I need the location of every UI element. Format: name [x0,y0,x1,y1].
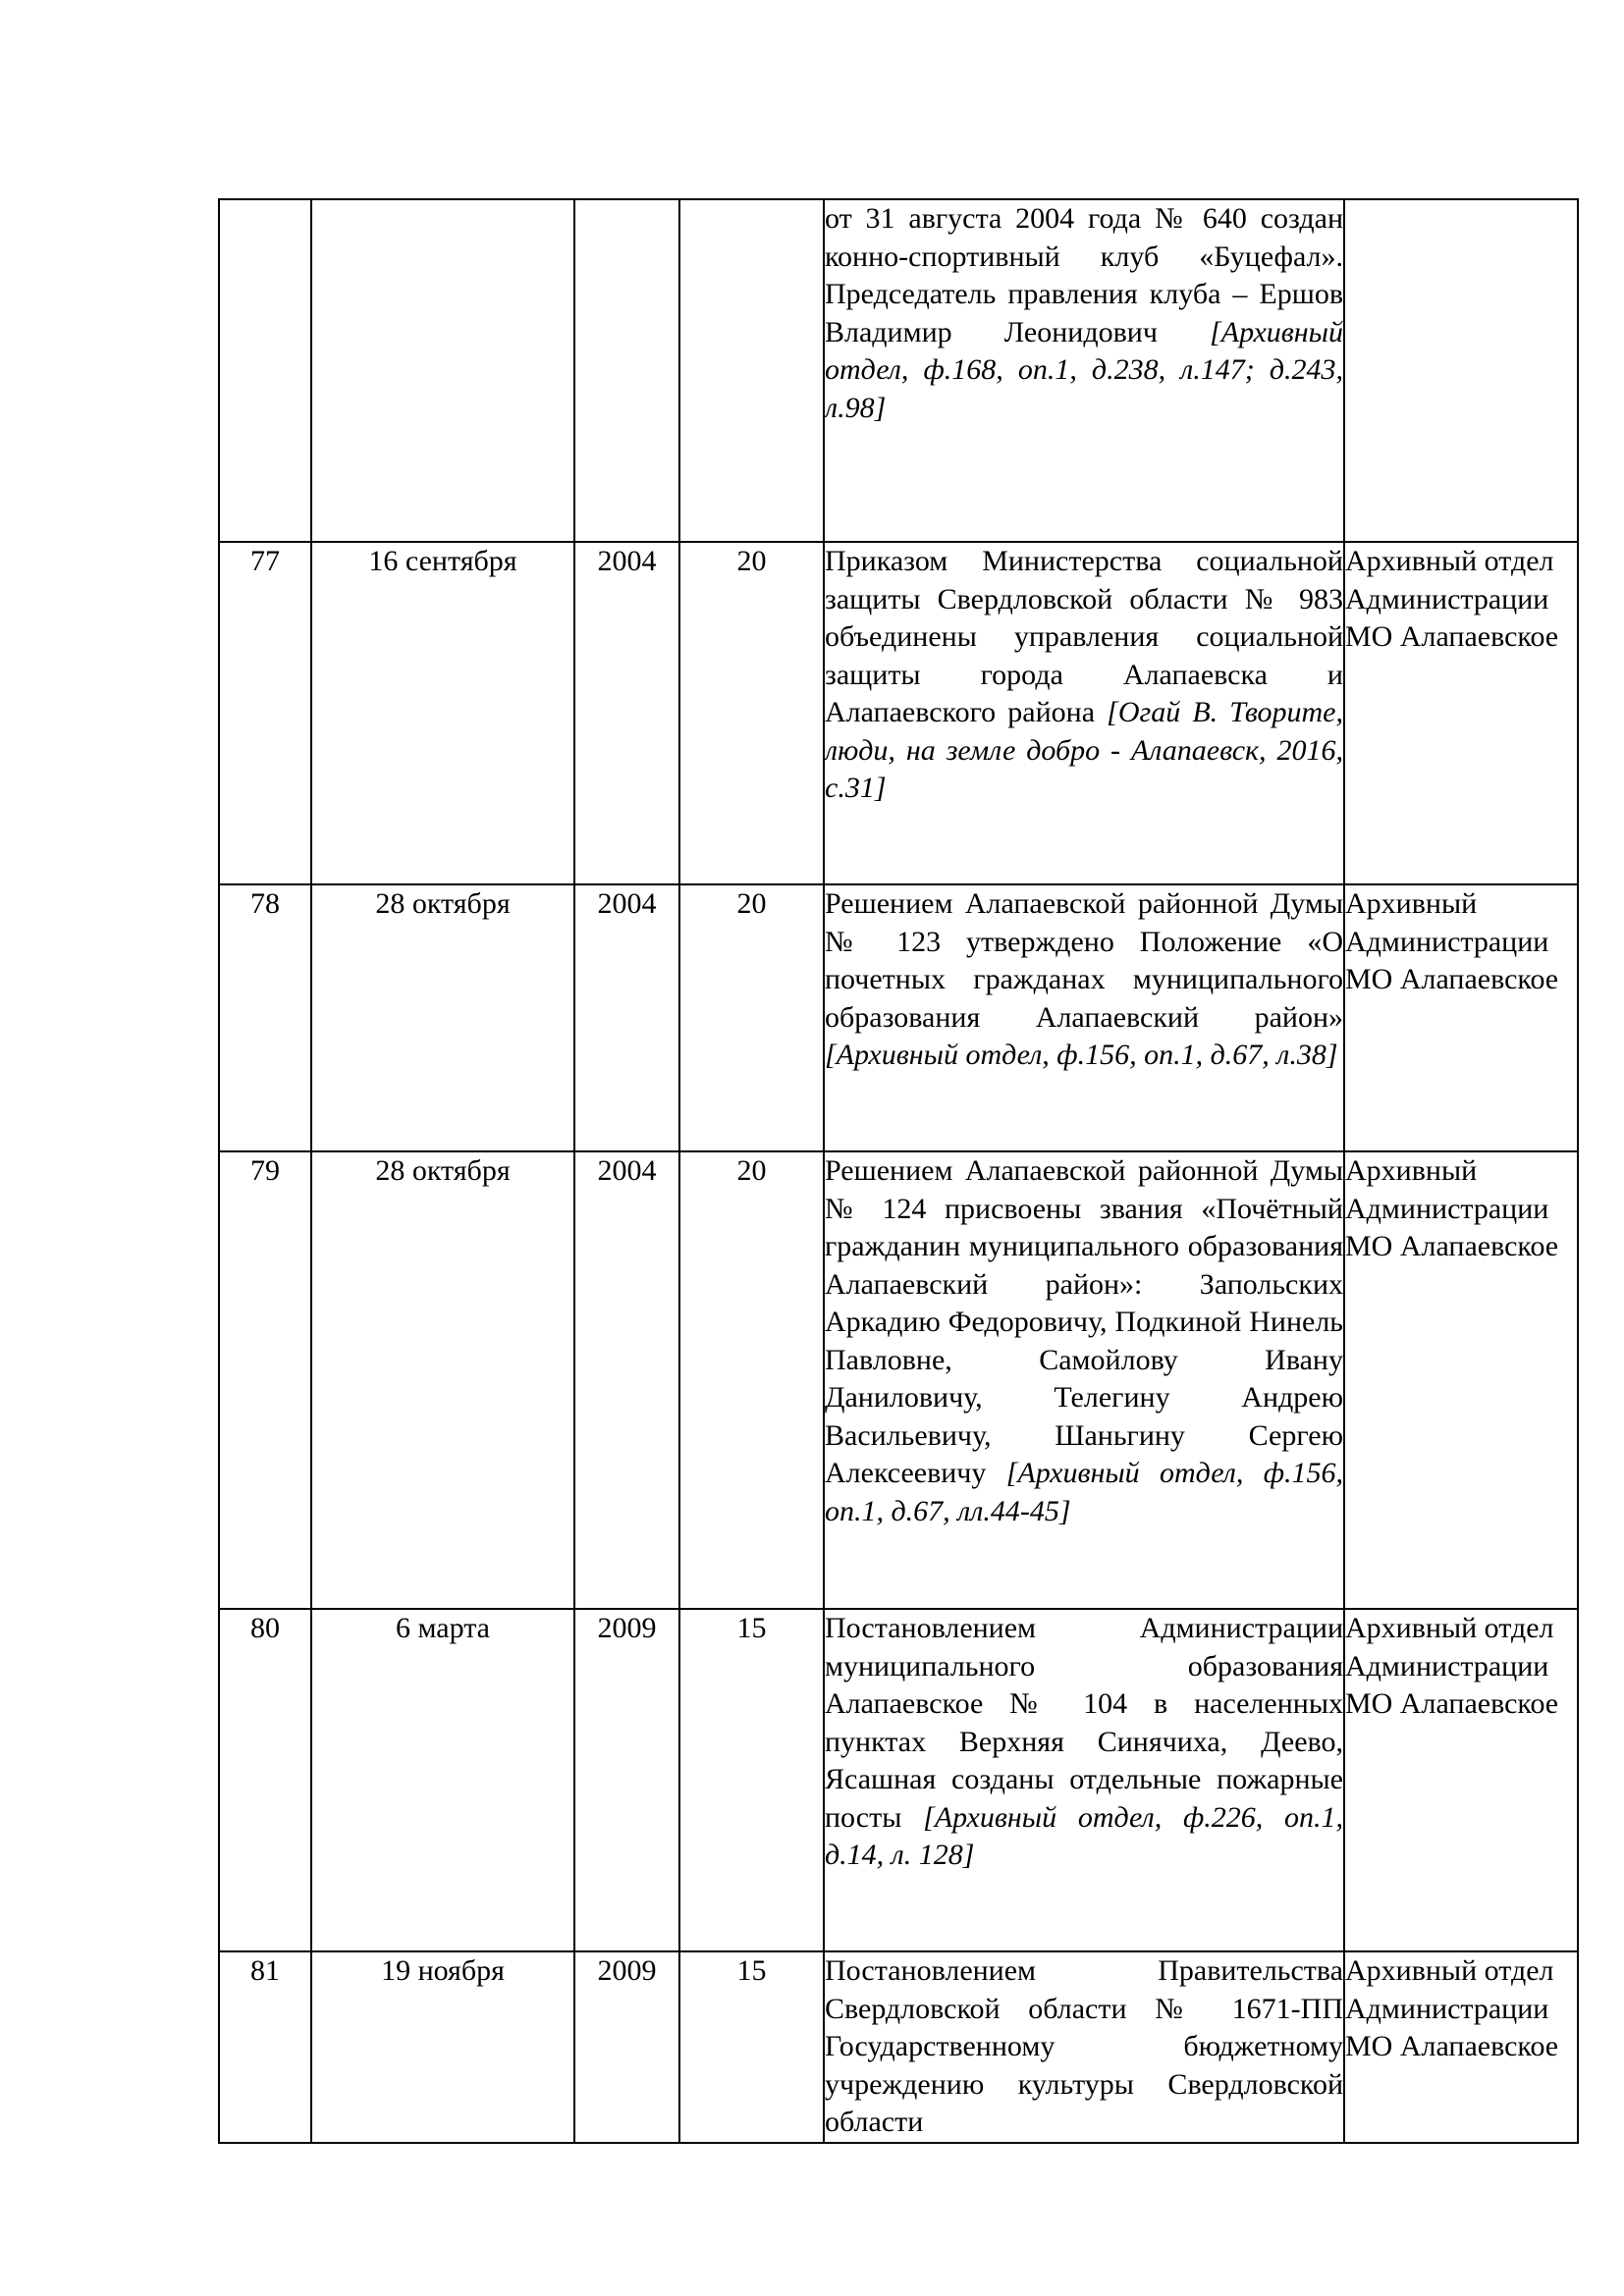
event-year: 2004 [574,1151,679,1609]
event-text: Решением Алапаевской районной Думы № 123 утверждено Положение «О почетных гражданах муниципального образования Алапаевский район» [825,887,1343,1034]
table-row [219,1609,1578,1951]
table-row [219,199,1578,542]
table-row [219,884,1578,1151]
event-description [824,1951,1344,2143]
source-line: Администрации [1345,1992,1549,2025]
source-line: Архивный отдел [1345,1954,1554,1987]
event-description [824,884,1344,1151]
event-year: 2004 [574,542,679,884]
event-year: 2004 [574,884,679,1151]
source-line: МО Алапаевское [1345,963,1559,995]
source-line: Архивный [1345,1154,1478,1187]
source-line: МО Алапаевское [1345,1687,1559,1720]
row-number [219,199,311,542]
event-description [824,1151,1344,1609]
anniversary-years: 15 [679,1609,824,1951]
source-cell [1344,1951,1578,2143]
row-number: 79 [219,1151,311,1609]
event-text: от 31 августа 2004 года № 640 создан конно-спортивный клуб «Буцефал». Председатель правления клуба – Ершов Владимир Леонидович [825,202,1343,348]
source-cell [1344,1609,1578,1951]
event-year: 2009 [574,1609,679,1951]
source-line: Архивный отдел [1345,1612,1554,1644]
row-number: 80 [219,1609,311,1951]
source-cell [1344,542,1578,884]
event-date: 6 марта [311,1609,574,1951]
event-description [824,199,1344,542]
chronology-table [218,198,1579,2144]
anniversary-years: 20 [679,1151,824,1609]
source-line: МО Алапаевское [1345,2030,1559,2062]
archive-citation: [Архивный отдел, ф.156, оп.1, д.67, лл.44-45] [825,1457,1343,1527]
source-line: Администрации [1345,1649,1549,1682]
event-date [311,199,574,542]
source-line: Архивный отдел [1345,545,1554,577]
table-row [219,1151,1578,1609]
event-text: Приказом Министерства социальной защиты Свердловской области № 983 объединены управления социальной защиты города Алапаевска и Алапаевского района [825,545,1343,728]
event-date: 16 сентября [311,542,574,884]
event-text: Постановлением Администрации муниципального образования Алапаевское № 104 в населенных пунктах Верхняя Синячиха, Деево, Ясашная созданы отдельные пожарные посты [825,1612,1343,1834]
source-cell [1344,199,1578,542]
event-date: 28 октября [311,884,574,1151]
archive-citation: [Архивный отдел, ф.168, оп.1, д.238, л.147; д.243, л.98] [825,315,1343,424]
event-date: 19 ноября [311,1951,574,2143]
event-text: Постановлением Правительства Свердловской области № 1671-ПП Государственному бюджетному учреждению культуры Свердловской области [825,1954,1343,2138]
anniversary-years: 15 [679,1951,824,2143]
event-year: 2009 [574,1951,679,2143]
event-description [824,1609,1344,1951]
source-line: Архивный [1345,887,1478,920]
table-row [219,542,1578,884]
archive-citation: [Архивный отдел, ф.156, оп.1, д.67, л.38] [825,1039,1338,1071]
source-cell [1344,884,1578,1151]
event-text: Решением Алапаевской районной Думы № 124 присвоены звания «Почётный гражданин муниципального образования Алапаевский район»: Запольских Аркадию Федоровичу, Подкиной Нинель Павловне, Самойлову Ивану Даниловичу, Телегину Андрею Васильевичу, Шаньгину Сергею Алексеевичу [825,1154,1343,1489]
anniversary-years [679,199,824,542]
event-description [824,542,1344,884]
archive-citation: [Архивный отдел, ф.226, оп.1, д.14, л. 128] [825,1800,1343,1871]
source-line: Администрации [1345,582,1549,615]
source-line: Администрации [1345,925,1549,958]
event-year [574,199,679,542]
archive-citation: [Огай В. Творите, люди, на земле добро - Алапаевск, 2016, с.31] [825,696,1343,804]
row-number: 77 [219,542,311,884]
source-cell [1344,1151,1578,1609]
source-line: МО Алапаевское [1345,620,1559,653]
row-number: 81 [219,1951,311,2143]
source-line: МО Алапаевское [1345,1230,1559,1262]
anniversary-years: 20 [679,542,824,884]
anniversary-years: 20 [679,884,824,1151]
source-line: Администрации [1345,1192,1549,1225]
table-row [219,1951,1578,2143]
event-date: 28 октября [311,1151,574,1609]
row-number: 78 [219,884,311,1151]
